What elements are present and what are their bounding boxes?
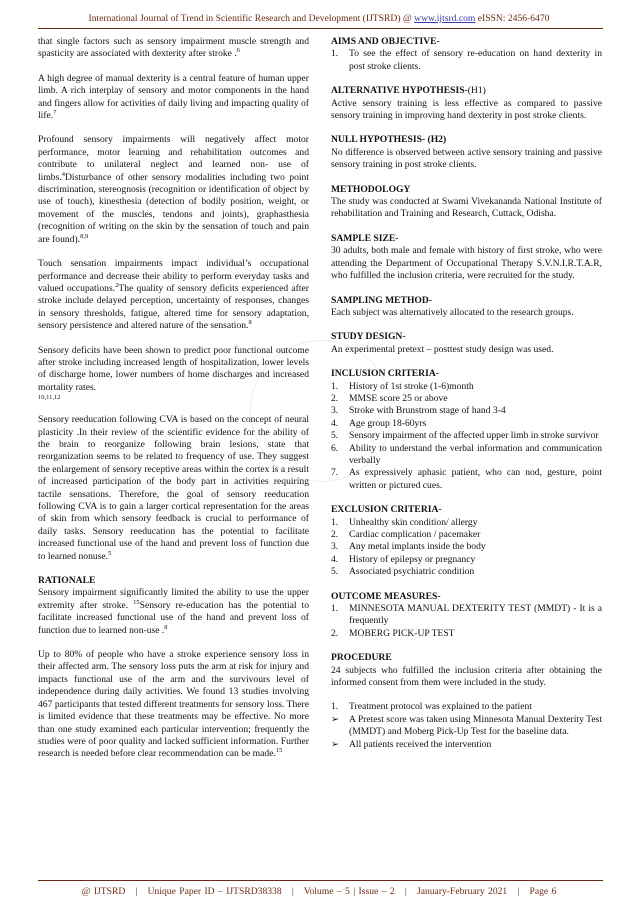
list-item: ➢ A Pretest score was taken using Minnesota Manual Dexterity Test (MMDT) and Moberg Pick-Up Test for the baseline data.	[331, 713, 602, 738]
exclusion-criteria-section	[331, 504, 602, 578]
alternative-hypothesis-heading: ALTERNATIVE HYPOTHESIS-(H1)	[331, 85, 486, 97]
procedure-text: 24 subjects who fulfilled the inclusion criteria after obtaining the informed consent from them were included in the study.	[331, 664, 602, 689]
paragraph-2: A high degree of manual dexterity is a central feature of human upper limb. A rich interplay of sensory and motor components in the hand and fingers allow for activities of daily living and impacting quality of life.$^7$	[38, 72, 309, 122]
sample-size-section	[331, 233, 602, 283]
aims-heading: AIMS AND OBJECTIVE-	[331, 36, 440, 47]
paragraph-8: Up to 80% of people who have a stroke experience sensory loss in their affected arm. The sensory loss puts the arm at risk for injury and impacts functional use of the arm and the survivours level of independence during daily activities. We found 13 studies involving 467 participants that tested different treatments for sensory loss. There is limited evidence that these treatments may be effective. No more than one study examined each particular intervention; frequently the studies were of poor quality and lacked sufficient information. Further research is needed before clear recommendation can be made.$^{15}$	[38, 649, 309, 760]
sampling-method-text: Each subject was alternatively allocated to the research groups.	[331, 306, 574, 318]
right-column	[331, 36, 602, 763]
list-item: 2. Cardiac complication / pacemaker	[331, 529, 481, 540]
sampling-method-heading: SAMPLING METHOD-	[331, 294, 433, 306]
sampling-method-section	[331, 295, 602, 320]
list-item: 3. Any metal implants inside the body	[331, 541, 486, 553]
paragraph-6: Sensory reeducation following CVA is based on the concept of neural plasticity .In their review of the scientific evidence for the ability of the brain to reorganize following brain lesions, state that reorganization seems to be related to frequency of use. They suggest the enlargement of sensory receptive areas within the cortex is a result of increased participation of the body part in activities requiring tactile sensations. Therefore, the goal of sensory reeducation following CVA is to gain a larger cortical representation for the areas of skin from which sensory feedback is crucial to performance of daily tasks. Sensory reeducation has the potential to facilitate increased functional use of the hand and prevent loss of function due to learned nonuse.$^5$	[38, 414, 309, 562]
outcome-measures-section	[331, 591, 602, 641]
methodology-heading: METHODOLOGY	[331, 183, 411, 195]
exclusion-criteria-heading: EXCLUSION CRITERIA-	[331, 504, 442, 516]
null-hypothesis-text: No difference is observed between active sensory training and passive sensory training in post stroke clients.	[331, 146, 602, 171]
list-item: 6. Ability to understand the verbal information and communication verbally	[331, 442, 602, 466]
alternative-hypothesis-section	[331, 85, 602, 122]
arrow-bullet-icon: ➢	[331, 713, 340, 725]
list-item: 1. MINNESOTA MANUAL DEXTERITY TEST (MMDT) - It is a frequently	[331, 603, 602, 627]
header-rule	[38, 28, 603, 29]
methodology-section	[331, 184, 602, 221]
journal-header	[0, 13, 638, 24]
methodology-text: The study was conducted at Swami Vivekananda National Institute of rehabilitation and Training and Research, Cuttack, Odisha.	[331, 196, 602, 220]
list-item: 7. As expressively aphasic patient, who can nod, gesture, point written or pictured cues.	[331, 467, 602, 491]
list-item: 1. Treatment protocol was explained to the patient	[331, 701, 532, 713]
list-item: 2. MOBERG PICK-UP TEST	[331, 627, 455, 639]
procedure-section	[331, 652, 602, 751]
procedure-heading: PROCEDURE	[331, 652, 392, 664]
alternative-hypothesis-text: Active sensory training is less effective as compared to passive sensory training in improving hand dexterity in post stroke clients.	[331, 97, 602, 122]
list-item: 4. Age group 18-60yrs	[331, 417, 427, 429]
inclusion-criteria-heading: INCLUSION CRITERIA-	[331, 368, 439, 380]
footer-rule	[38, 880, 603, 881]
null-hypothesis-heading: NULL HYPOTHESIS- (H2)	[331, 134, 447, 146]
page-footer: @ IJTSRD | Unique Paper ID – IJTSRD38338 | Volume – 5 | Issue – 2 | January-February 2021 | Page 6	[81, 886, 557, 897]
header-suffix: eISSN: 2456-6470	[475, 13, 550, 24]
inclusion-criteria-section	[331, 368, 602, 492]
sample-size-text: 30 adults, both male and female with history of first stroke, who were attending the Department of Occupational Therapy S.V.N.I.R.T.A.R, who fulfilled the inclusion criteria, were recruited for the study.	[331, 245, 602, 282]
list-item: 3. Stroke with Brunstrom stage of hand 3-4	[331, 405, 506, 417]
list-item: ➢ All patients received the intervention	[331, 738, 492, 750]
aims-section	[331, 36, 602, 73]
list-item: 1. History of 1st stroke (1-6)month	[331, 380, 474, 392]
list-item: 5. Sensory impairment of the affected upper limb in stroke survivor	[331, 430, 599, 442]
study-design-text: An experimental pretext – posttest study design was used.	[331, 343, 554, 355]
paragraph-1: that single factors such as sensory impairment muscle strength and spasticity are associated with dexterity after stroke .$^6$	[38, 36, 309, 60]
list-item: 2. MMSE score 25 or above	[331, 392, 448, 404]
header-prefix: International Journal of Trend in Scientific Research and Development (IJTSRD) @	[88, 13, 415, 24]
paragraph-3: Profound sensory impairments will negatively affect motor performance, motor learning and rehabilitation outcomes and contribute to unilateral neglect and learned non- use of limbs.$^4$Disturbance of other sensory modalities including two point discrimination, stereognosis (recognition or identification of object by use of touch), kinesthesia (detection of bodily position, weight, or movement of the muscles, tendons and joints), graphasthesia (recognition of writing on the skin by the sensation of touch and pain are found).$^{8,9}$	[38, 134, 309, 245]
arrow-bullet-icon: ➢	[331, 738, 340, 750]
study-design-section	[331, 331, 602, 356]
list-item: 1. To see the effect of sensory re-education on hand dexterity in post stroke clients.	[331, 48, 602, 72]
rationale-heading: RATIONALE	[38, 575, 96, 587]
list-item: 5. Associated psychiatric condition	[331, 566, 475, 578]
list-item: 4. History of epilepsy or pregnancy	[331, 553, 476, 565]
null-hypothesis-section	[331, 134, 602, 171]
paragraph-7: Sensory impairment significantly limited the ability to use the upper extremity after stroke. $^{15}$Sensory re-education has the potential to facilitate increased functional use of the hand and prevent loss of function due to learned non-use .$^8$	[38, 587, 310, 636]
sample-size-heading: SAMPLE SIZE-	[331, 232, 399, 244]
paragraph-4: Touch sensation impairments impact individual’s occupational performance and decrease their ability to perform everyday tasks and valued occupations.$^2$The quality of sensory deficits experienced after stroke include delayed perception, uncertainty of responses, changes in sensory thresholds, fatigue, altered time for sensory adaptation, sensory persistence and altered nature of the sensation.$^8$	[38, 258, 309, 332]
study-design-heading: STUDY DESIGN-	[331, 331, 406, 343]
journal-website-link[interactable]: www.ijtsrd.com	[414, 13, 476, 24]
paragraph-5: Sensory deficits have been shown to predict poor functional outcome after stroke including increased length of hospitalization, lower levels of discharge home, lower numbers of home discharges and increased mortality rates. 10,11,12	[38, 344, 309, 402]
outcome-measures-heading: OUTCOME MEASURES-	[331, 590, 441, 602]
list-item: 1. Unhealthy skin condition/ allergy	[331, 516, 478, 528]
left-column	[38, 36, 309, 773]
